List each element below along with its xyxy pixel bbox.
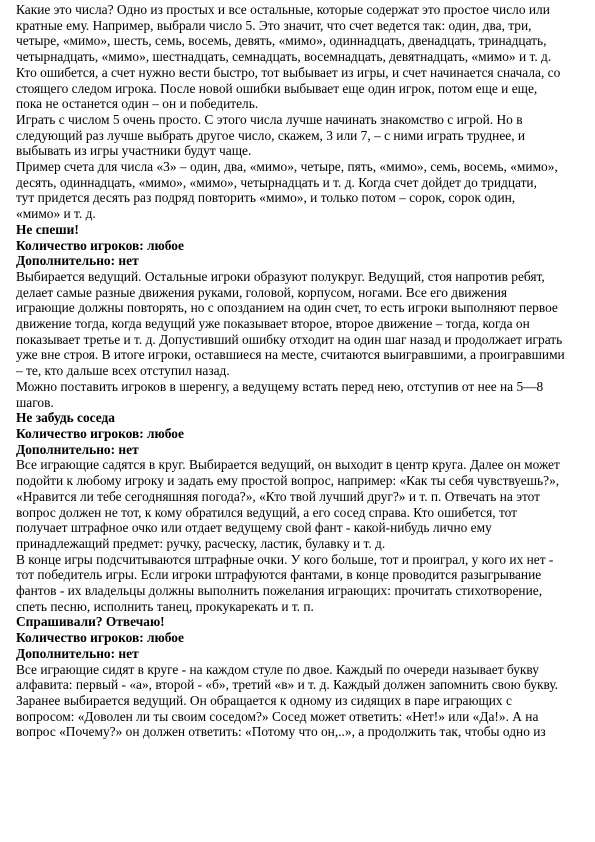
section-heading-line: Количество игроков: любое [16, 630, 184, 646]
section-heading-line: Не спеши! [16, 221, 79, 237]
body-text-line: «Нравится ли тебе сегодняшняя погода?», «Кто твой лучший друг?» и т. п. Отвечать на этот [16, 488, 541, 504]
section-heading-line: Не забудь соседа [16, 410, 116, 426]
body-text-line: Заранее выбирается ведущий. Он обращается к одному из сидящих в паре играющих с [16, 692, 512, 708]
body-text-line: следующий раз лучше выбрать другое число, скажем, 3 или 7, – с ними играть труднее, и [16, 127, 526, 143]
body-text-line: Выбирается ведущий. Остальные игроки образуют полукруг. Ведущий, стоя напротив ребят, [16, 268, 545, 284]
body-text-line: четырнадцать, «мимо», шестнадцать, семнадцать, восемнадцать, девятнадцать, «мимо» и т. д. [16, 49, 552, 65]
body-text-line: показывает третье и т. д. Допустивший ошибку отходит на один шаг назад и продолжает играть [16, 331, 563, 347]
body-text-line: тут придется десять раз подряд повторить «мимо», и только потом – сорок, сорок один, [16, 190, 516, 206]
body-text-line: Можно поставить игроков в шеренгу, а ведущему встать перед нею, отступив от нее на 5—8 [16, 378, 544, 394]
document-text [16, 2, 581, 740]
body-text-line: пока не останется один – он и победитель. [16, 96, 259, 112]
body-text-line: спеть песню, исполнить танец, прокукарекать и т. п. [16, 598, 314, 614]
body-text-line: четыре, «мимо», шесть, семь, восемь, девять, «мимо», одиннадцать, двенадцать, тринадцать, [16, 33, 547, 49]
body-text-line: – те, кто дальше всех отступил назад. [16, 363, 230, 379]
body-text-line: стоящего следом игрока. После новой ошибки выбывает еще один игрок, потом еще и еще, [16, 80, 538, 96]
body-text-line: Все играющие садятся в круг. Выбирается ведущий, он выходит в центр круга. Далее он может [16, 457, 560, 473]
body-text-line: десять, одиннадцать, «мимо», «мимо», четырнадцать и т. д. Когда счет дойдет до тридцати, [16, 174, 537, 190]
section-heading-line: Дополнительно: нет [16, 253, 139, 269]
section-heading-line: Количество игроков: любое [16, 425, 184, 441]
body-text-line: вопросом: «Доволен ли ты своим соседом?» Сосед может ответить: «Нет!» или «Да!». А на [16, 708, 539, 724]
section-heading-line: Количество игроков: любое [16, 237, 184, 253]
body-text-line: Играть с числом 5 очень просто. С этого числа лучше начинать знакомство с игрой. Но в [16, 111, 523, 127]
body-text-line: вопрос должен не тот, к кому обратился ведущий, а его сосед справа. Кто ошибется, тот [16, 504, 518, 520]
body-text-line: получает штрафное очко или отдает ведущему свой фант - какой-нибудь лично ему [16, 520, 492, 536]
section-heading-line: Дополнительно: нет [16, 441, 139, 457]
body-text-line: В конце игры подсчитываются штрафные очки. У кого больше, тот и проиграл, у кого их нет - [16, 551, 554, 567]
body-text-line: кратные ему. Например, выбрали число 5. Это значит, что счет ведется так: один, два, три, [16, 17, 532, 33]
body-text-line: принадлежащий предмет: ручку, расческу, ластик, булавку и т. д. [16, 535, 386, 551]
section-heading-line: Спрашивали? Отвечаю! [16, 614, 165, 630]
body-text-line: Какие это числа? Одно из простых и все остальные, которые содержат это простое число или [16, 2, 550, 17]
body-text-line: играющие должны повторять, но с опозданием на один счет, то есть игроки выполняют первое [16, 300, 558, 316]
body-text-line: вопрос «Почему?» он должен ответить: «Потому что он,..», а продолжить так, чтобы одно из [16, 724, 546, 740]
body-text-line: движение тогда, когда ведущий уже показывает второе, второе движение – тогда, когда он [16, 316, 530, 332]
body-text-line: тот победитель игры. Если игроки штрафуются фантами, в конце проводится разыгрывание [16, 567, 542, 583]
section-heading-line: Дополнительно: нет [16, 645, 139, 661]
body-text-line: шагов. [16, 394, 54, 410]
body-text-line: уже вне строя. В итоге игроки, оставшиеся на месте, считаются выигравшими, а проигравшими [16, 347, 565, 363]
body-text-line: алфавита: первый - «а», второй - «б», третий «в» и т. д. Каждый должен запомнить свою букву. [16, 677, 559, 693]
body-text-line: делает самые разные движения руками, головой, корпусом, ногами. Все его движения [16, 284, 508, 300]
body-text-line: Все играющие сидят в круге - на каждом стуле по двое. Каждый по очереди называет букву [16, 661, 539, 677]
body-text-line: выбывать из игры участники будут чаще. [16, 143, 252, 159]
body-text-line: «мимо» и т. д. [16, 206, 96, 222]
body-text-line: Кто ошибется, а счет нужно вести быстро, тот выбывает из игры, и счет начинается сначала, со [16, 64, 561, 80]
body-text-line: подойти к любому игроку и задать ему простой вопрос, например: «Как ты себя чувствуешь?», [16, 473, 560, 489]
body-text-line: фантов - их владельцы должны выполнить пожелания играющих: прочитать стихотворение, [16, 583, 543, 599]
body-text-line: Пример счета для числа «3» – один, два, «мимо», четыре, пять, «мимо», семь, восемь, «мимо», [16, 159, 558, 175]
